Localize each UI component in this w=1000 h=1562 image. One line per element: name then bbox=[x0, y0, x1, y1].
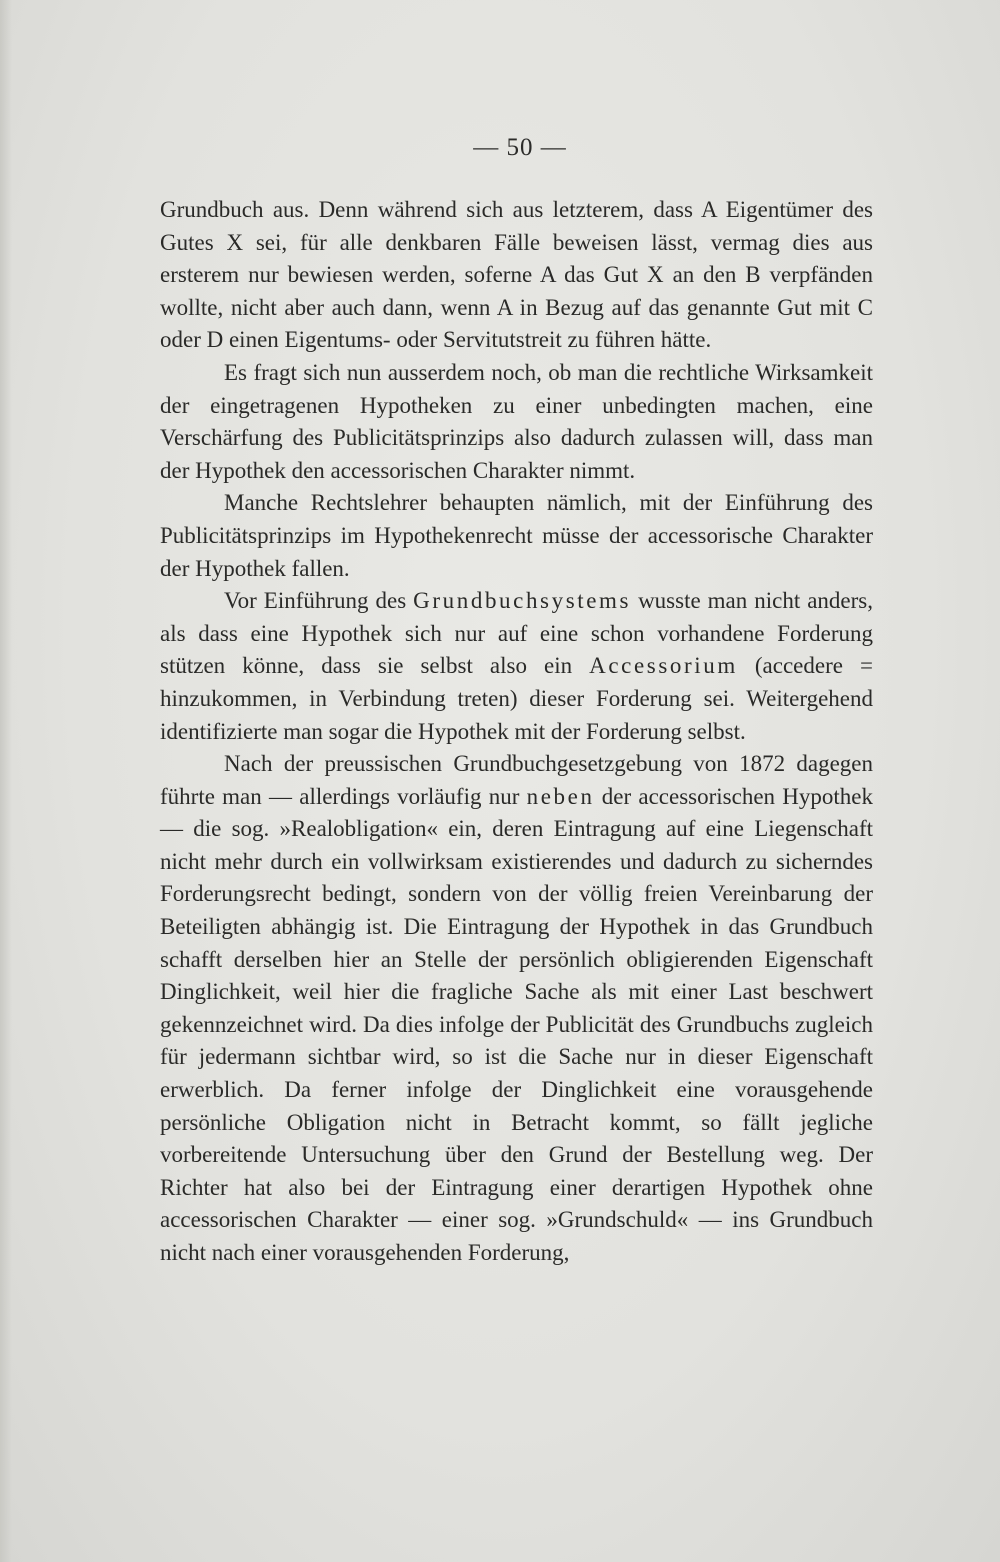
text-run: Nach der preussischen Grundbuchgesetzgebung von 1872 dagegen führte man — allerdings vorläufig nur bbox=[160, 751, 873, 809]
text-run: (accedere = hinzukommen, in Verbindung treten) dieser Forderung sei. Weitergehend identifizierte man sogar die Hypothek mit der Forderung selbst. bbox=[160, 653, 873, 744]
emphasized-term: Grundbuchsystems bbox=[413, 588, 632, 614]
paragraph-1 bbox=[160, 194, 873, 357]
text-run: Grundbuch aus. Denn während sich aus letzterem, dass A Eigentümer des Gutes X sei, für alle denkbaren Fälle beweisen lässt, vermag dies aus ersterem nur bewiesen werden, soferne A das Gut X an den B verpfänden wollte, nicht aber auch dann, wenn A in Bezug auf das genannte Gut mit C oder D einen Eigentums- oder Servitutstreit zu führen hätte. bbox=[160, 197, 873, 353]
paragraph-3 bbox=[160, 487, 873, 585]
text-run: Es fragt sich nun ausserdem noch, ob man die rechtliche Wirksamkeit der eingetragenen Hypotheken zu einer unbedingten machen, eine Verschärfung des Publicitätsprinzips also dadurch zulassen will, dass man der Hypothek den accessorischen Charakter nimmt. bbox=[160, 359, 873, 483]
text-run: Vor Einführung des bbox=[224, 588, 414, 614]
text-run: Manche Rechtslehrer behaupten nämlich, mit der Einführung des Publicitätsprinzips im Hypothekenrecht müsse der accessorische Charakter der Hypothek fallen. bbox=[160, 490, 873, 581]
text-run: der accessorischen Hypothek — die sog. »Realobligation« ein, deren Eintragung auf eine Liegenschaft nicht mehr durch ein vollwirksam existierendes und dadurch zu sicherndes Forderungsrecht bedingt, sondern von der völlig freien Vereinbarung der Beteiligten abhängig ist. Die Eintragung der Hypothek in das Grundbuch schafft derselben hier an Stelle der persönlich obligierenden Eigenschaft Dinglichkeit, weil hier die fragliche Sache als mit einer Last beschwert gekennzeichnet wird. Da dies infolge der Publicität des Grundbuchs zugleich für jedermann sichtbar wird, so ist die Sache nur in dieser Eigenschaft erwerblich. Da ferner infolge der Dinglichkeit eine vorausgehende persönliche Obligation nicht in Betracht kommt, so fällt jegliche vorbereitende Untersuchung über den Grund der Bestellung weg. Der Richter hat also bei der Eintragung einer derartigen Hypothek ohne accessorischen Charakter — einer sog. »Grundschuld« — ins Grundbuch nicht nach einer vorausgehenden Forderung, bbox=[160, 783, 873, 1265]
body-text bbox=[160, 194, 873, 1270]
text-run: wusste man nicht anders, als dass eine Hypothek sich nur auf eine schon vorhandene Forderung stützen könne, dass sie selbst also ein bbox=[160, 588, 873, 679]
paragraph-5 bbox=[160, 748, 873, 1270]
page-number: — 50 — bbox=[473, 134, 567, 161]
paragraph-4 bbox=[160, 585, 873, 748]
emphasized-term: neben bbox=[526, 783, 595, 809]
emphasized-term: Accessorium bbox=[589, 653, 738, 679]
page-edge-shadow bbox=[0, 0, 12, 1562]
paragraph-2 bbox=[160, 357, 873, 487]
